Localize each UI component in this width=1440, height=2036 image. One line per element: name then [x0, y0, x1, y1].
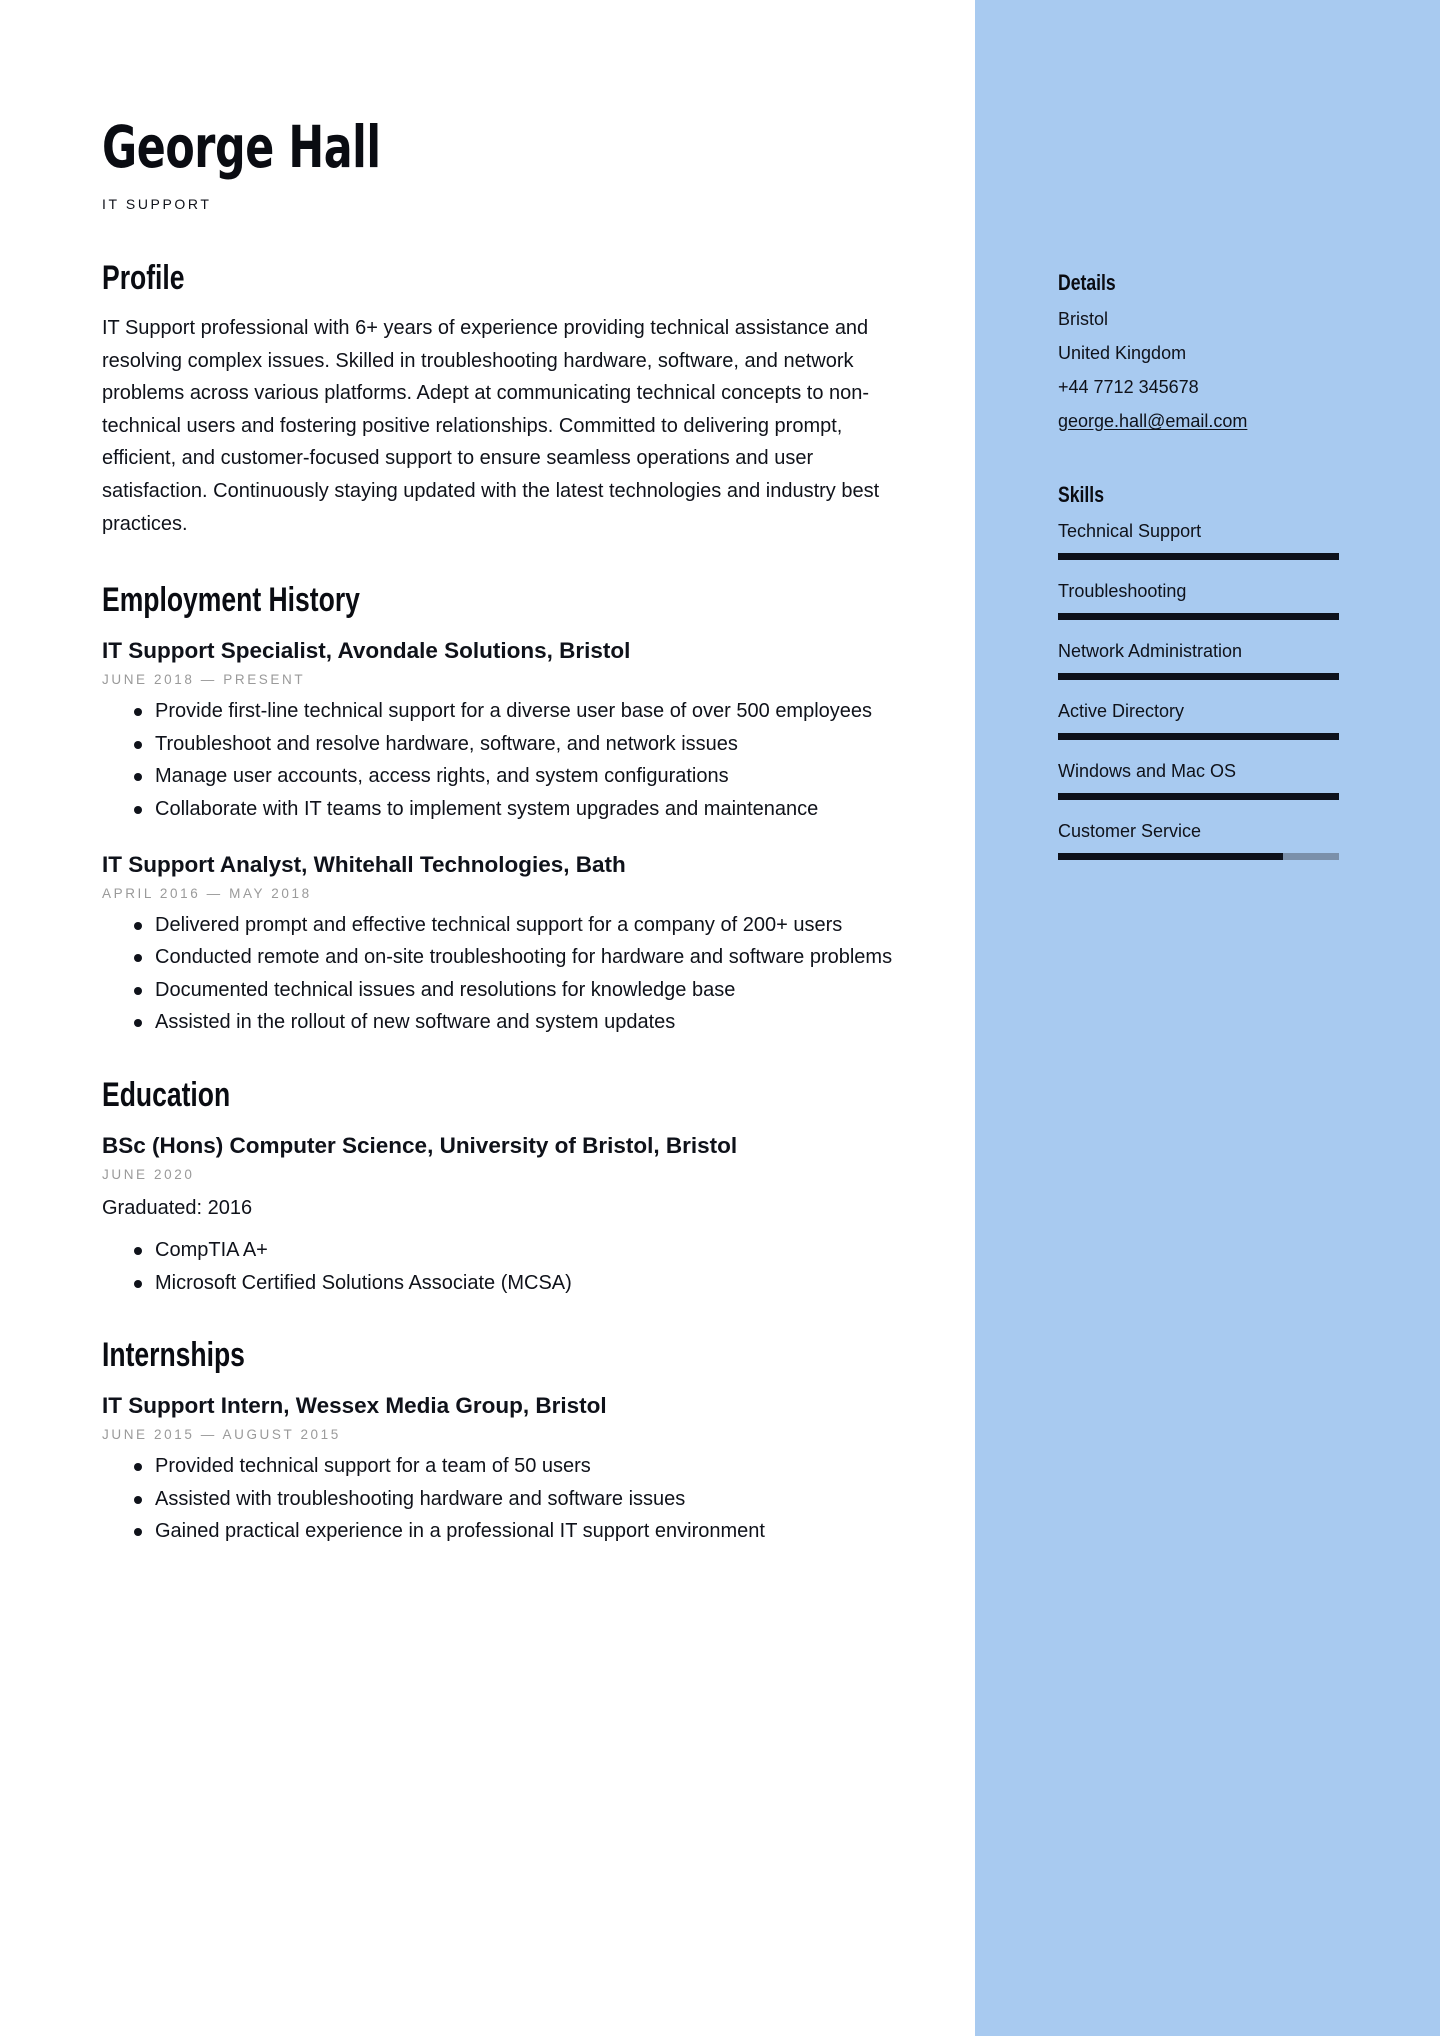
employment-heading: Employment History [102, 581, 360, 620]
education-heading: Education [102, 1075, 231, 1114]
entry-date: JUNE 2015 — AUGUST 2015 [102, 1427, 341, 1443]
details-country: United Kingdom [1058, 343, 1187, 363]
bullet-item: Microsoft Certified Solutions Associate (MCSA) [155, 1267, 915, 1300]
bullet-item: Assisted with troubleshooting hardware and software issues [155, 1483, 915, 1516]
skill-item [1058, 754, 1440, 800]
skill-item [1058, 814, 1440, 860]
bullet-item: Manage user accounts, access rights, and system configurations [155, 760, 915, 793]
bullet-item: Gained practical experience in a professional IT support environment [155, 1515, 915, 1548]
skill-level-bar [1058, 613, 1339, 620]
entry-bullets [102, 1450, 975, 1548]
skill-level-bar [1058, 793, 1339, 800]
bullet-item: Delivered prompt and effective technical support for a company of 200+ users [155, 909, 915, 942]
skill-name: Network Administration [1058, 641, 1243, 661]
entry-title: IT Support Analyst, Whitehall Technologies, Bath [102, 851, 626, 877]
details-section [1058, 268, 1440, 438]
entry-bullets [102, 695, 975, 825]
entry-bullets [102, 909, 975, 1039]
skill-level-bar [1058, 733, 1339, 740]
education-section [102, 1073, 975, 1299]
bullet-item: Assisted in the rollout of new software and system updates [155, 1006, 915, 1039]
internships-section [102, 1333, 975, 1548]
entry-title: IT Support Intern, Wessex Media Group, Bristol [102, 1393, 607, 1419]
skill-level-fill [1058, 673, 1339, 680]
employment-entry [102, 850, 975, 1039]
details-city: Bristol [1058, 309, 1109, 329]
resume-header [102, 110, 975, 212]
resume-sidebar [975, 0, 1440, 2036]
skill-level-fill [1058, 613, 1339, 620]
skills-section [1058, 480, 1440, 860]
bullet-item: Provided technical support for a team of 50 users [155, 1450, 915, 1483]
skill-level-fill [1058, 733, 1339, 740]
candidate-job-title: IT SUPPORT [102, 196, 212, 212]
skill-item [1058, 634, 1440, 680]
skill-name: Troubleshooting [1058, 581, 1187, 601]
internships-heading: Internships [102, 1336, 245, 1375]
skill-item [1058, 574, 1440, 620]
details-list [1058, 302, 1440, 438]
bullet-item: Collaborate with IT teams to implement system upgrades and maintenance [155, 793, 915, 826]
employment-section [102, 578, 975, 1039]
skills-heading: Skills [1058, 482, 1104, 507]
education-note: Graduated: 2016 [102, 1196, 253, 1219]
entry-title: BSc (Hons) Computer Science, University of Bristol, Bristol [102, 1132, 738, 1158]
skill-name: Active Directory [1058, 701, 1185, 721]
education-entry [102, 1131, 975, 1299]
entry-date: JUNE 2018 — PRESENT [102, 672, 306, 688]
details-heading: Details [1058, 270, 1116, 295]
details-email-link[interactable]: george.hall@email.com [1058, 411, 1248, 431]
details-phone: +44 7712 345678 [1058, 377, 1199, 397]
skill-level-fill [1058, 793, 1339, 800]
entry-bullets [102, 1234, 975, 1299]
entry-date: JUNE 2020 [102, 1166, 195, 1182]
bullet-item: Documented technical issues and resolutions for knowledge base [155, 974, 915, 1007]
skill-level-fill [1058, 853, 1283, 860]
bullet-item: CompTIA A+ [155, 1234, 915, 1267]
bullet-item: Troubleshoot and resolve hardware, software, and network issues [155, 728, 915, 761]
skill-level-bar [1058, 553, 1339, 560]
bullet-item: Conducted remote and on-site troubleshooting for hardware and software problems [155, 941, 915, 974]
internship-entry [102, 1391, 975, 1548]
profile-heading: Profile [102, 259, 185, 297]
entry-title: IT Support Specialist, Avondale Solutions, Bristol [102, 638, 631, 664]
entry-date: APRIL 2016 — MAY 2018 [102, 885, 312, 901]
candidate-name: George Hall [102, 113, 381, 181]
skill-name: Windows and Mac OS [1058, 761, 1237, 781]
skill-level-bar [1058, 673, 1339, 680]
skill-name: Customer Service [1058, 821, 1202, 841]
skill-level-fill [1058, 553, 1339, 560]
skill-item [1058, 514, 1440, 560]
skill-name: Technical Support [1058, 521, 1202, 541]
employment-entry [102, 636, 975, 825]
skills-list [1058, 514, 1440, 860]
profile-text: IT Support professional with 6+ years of experience providing technical assistance and resolving complex issues. Skilled in troubleshooting hardware, software, and network problems across various platforms. Adept at communicating technical concepts to non-technical users and fostering positive relationships. Committed to delivering prompt, efficient, and customer-focused support to ensure seamless operations and user satisfaction. Continuously staying updated with the latest technologies and industry best practices. [102, 317, 880, 535]
profile-section [102, 256, 975, 540]
skill-item [1058, 694, 1440, 740]
skill-level-bar [1058, 853, 1339, 860]
bullet-item: Provide first-line technical support for a diverse user base of over 500 employees [155, 695, 915, 728]
